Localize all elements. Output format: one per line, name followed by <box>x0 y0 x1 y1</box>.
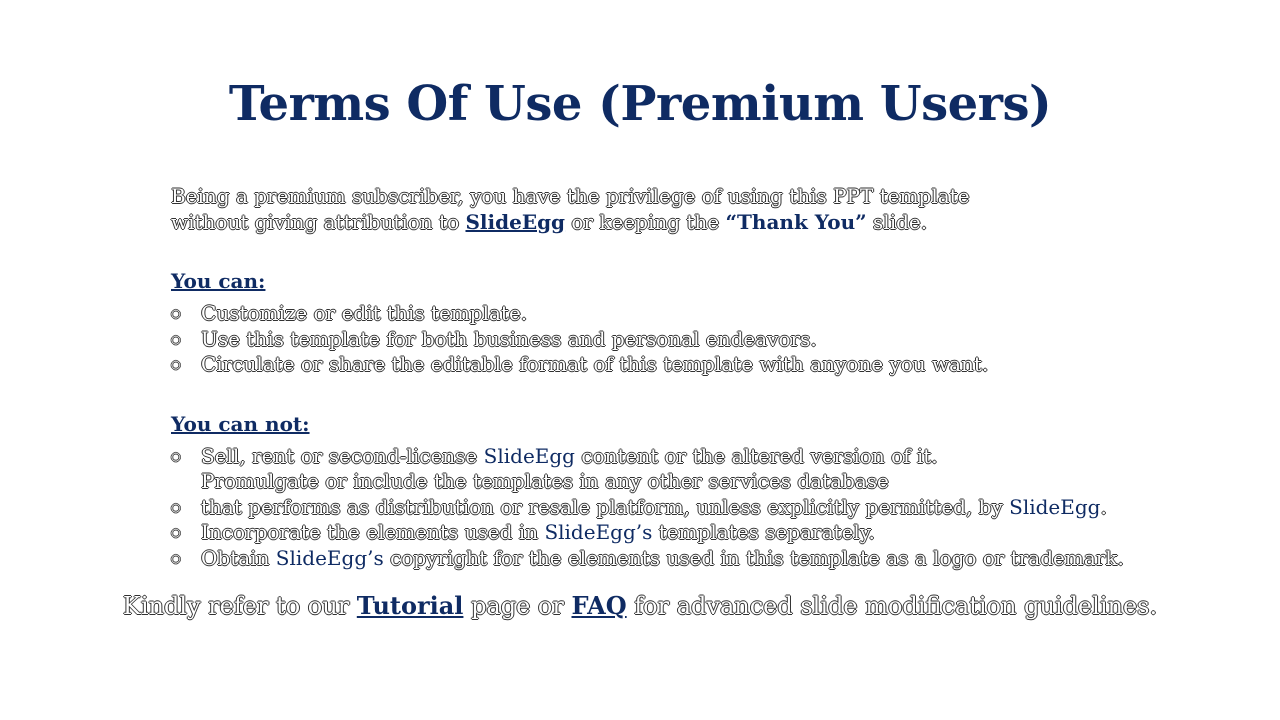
list-item: ○ that performs as distribution or resale platform, unless explicitly permitted, by SlideEgg. <box>171 494 1107 519</box>
thank-you-emphasis: “Thank You” <box>725 209 867 234</box>
intro-paragraph <box>171 184 1131 235</box>
bullet-icon: ○ <box>171 526 181 539</box>
intro-line-2-middle: or keeping the <box>565 209 726 234</box>
intro-line-2-before: without giving attribution to <box>171 209 466 234</box>
list-item: ○ Use this template for both business and personal endeavors. <box>171 326 817 351</box>
list-item: ○ Sell, rent or second-license SlideEgg content or the altered version of it. <box>171 443 938 468</box>
footer-note: Kindly refer to our Tutorial page or FAQ for advanced slide modification guidelines. <box>122 591 1158 620</box>
slideegg-link[interactable]: SlideEgg <box>465 209 566 234</box>
slideegg-brand: SlideEgg <box>1009 494 1101 519</box>
list-item: Promulgate or include the templates in any other services database <box>201 469 889 493</box>
slideegg-brand: SlideEgg <box>483 443 575 468</box>
list-item: ○ Obtain SlideEgg’s copyright for the elements used in this template as a logo or trademark. <box>171 545 1124 570</box>
intro-line-1: Being a premium subscriber, you have the privilege of using this PPT template <box>171 184 970 208</box>
slideegg-brand: SlideEgg’s <box>544 520 653 544</box>
slideegg-brand: SlideEgg’s <box>275 545 384 570</box>
intro-line-2-after: slide. <box>866 209 928 234</box>
tutorial-link[interactable]: Tutorial <box>356 591 464 620</box>
list-item: ○ Incorporate the elements used in SlideEgg’s templates separately. <box>171 520 875 544</box>
you-can-not-list <box>171 444 1131 572</box>
faq-link[interactable]: FAQ <box>571 591 627 620</box>
you-can-list <box>171 301 1131 378</box>
bullet-icon: ○ <box>171 500 181 514</box>
you-can-not-heading: You can not: <box>171 411 310 436</box>
list-item: ○ Customize or edit this template. <box>171 301 528 325</box>
list-item: ○ Circulate or share the editable format of this template with anyone you want. <box>171 352 989 376</box>
bullet-icon: ○ <box>171 358 181 371</box>
bullet-icon: ○ <box>171 332 181 346</box>
bullet-icon: ○ <box>171 307 181 320</box>
terms-content <box>171 184 1131 571</box>
bullet-icon: ○ <box>171 449 181 463</box>
you-can-heading: You can: <box>171 269 266 293</box>
page-title: Terms Of Use (Premium Users) <box>228 76 1052 132</box>
bullet-icon: ○ <box>171 551 181 565</box>
